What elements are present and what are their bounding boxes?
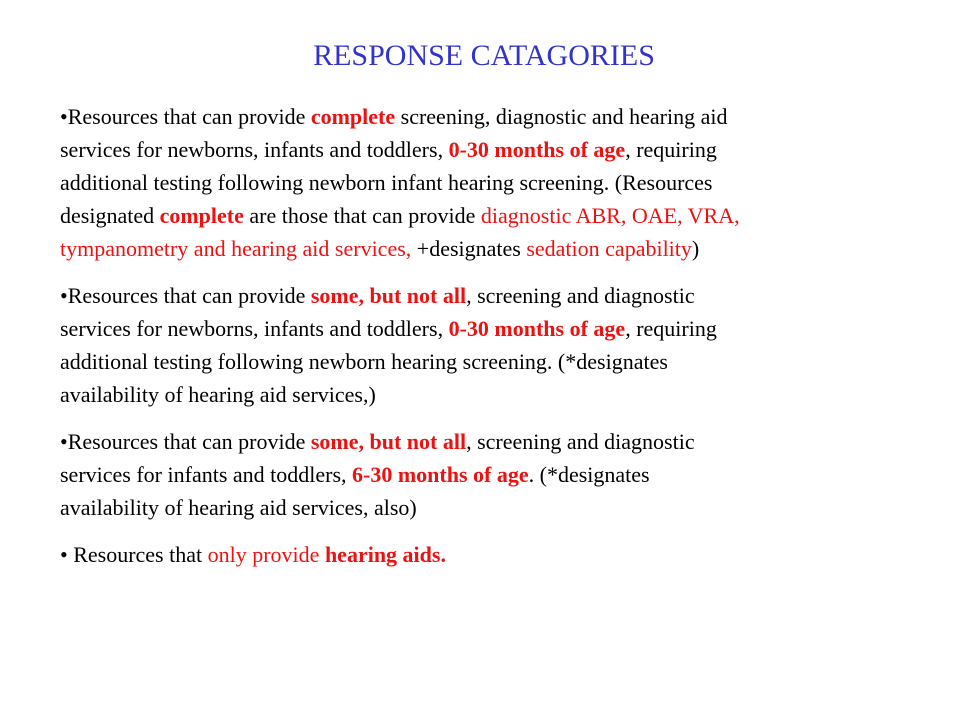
- highlight-run: hearing aids.: [324, 542, 446, 567]
- highlight-run: diagnostic ABR, OAE, VRA,: [480, 203, 740, 228]
- text-run: , screening and diagnostic: [466, 283, 695, 308]
- text-run: +designates: [416, 236, 527, 261]
- highlight-run: 0-30 months of age: [448, 316, 626, 341]
- text-run: availability of hearing aid services, also): [60, 495, 417, 520]
- text-run: . (*designates: [528, 462, 650, 487]
- bullet-line: [60, 491, 900, 524]
- bullet-line: [60, 133, 900, 166]
- bullet-item: [60, 100, 900, 265]
- highlight-run: complete: [310, 104, 396, 129]
- highlight-run: complete: [159, 203, 244, 228]
- highlight-run: sedation capability: [526, 236, 692, 261]
- bullet-line: [60, 425, 900, 458]
- text-run: •Resources that can provide: [60, 429, 311, 454]
- bullet-line: [60, 232, 900, 265]
- highlight-run: 0-30 months of age: [448, 137, 626, 162]
- bullet-item: [60, 279, 900, 411]
- text-run: are those that can provide: [243, 203, 481, 228]
- text-run: •Resources that can provide: [60, 283, 311, 308]
- bullet-line: [60, 345, 900, 378]
- text-run: •Resources that can provide: [60, 104, 311, 129]
- text-run: additional testing following newborn infant hearing screening. (Resources: [60, 170, 713, 195]
- slide-title: RESPONSE CATAGORIES: [313, 39, 655, 72]
- highlight-run: tympanometry and hearing aid services,: [60, 236, 417, 261]
- text-run: designated: [60, 203, 160, 228]
- text-run: , screening and diagnostic: [466, 429, 695, 454]
- text-run: ): [691, 236, 700, 261]
- text-run: availability of hearing aid services,): [60, 382, 376, 407]
- bullet-line: [60, 199, 900, 232]
- text-run: services for infants and toddlers,: [60, 462, 353, 487]
- bullet-line: [60, 312, 900, 345]
- text-run: services for newborns, infants and toddlers,: [60, 316, 449, 341]
- highlight-run: some, but not all: [310, 283, 467, 308]
- bullet-list: [60, 100, 900, 585]
- bullet-line: [60, 538, 900, 571]
- text-run: screening, diagnostic and hearing aid: [395, 104, 728, 129]
- bullet-line: [60, 378, 900, 411]
- text-run: • Resources that: [60, 542, 208, 567]
- bullet-line: [60, 279, 900, 312]
- highlight-run: some, but not all: [310, 429, 467, 454]
- bullet-line: [60, 166, 900, 199]
- text-run: , requiring: [625, 137, 717, 162]
- text-run: services for newborns, infants and toddlers,: [60, 137, 449, 162]
- text-run: additional testing following newborn hearing screening. (*designates: [60, 349, 668, 374]
- highlight-run: only provide: [207, 542, 325, 567]
- bullet-item: [60, 425, 900, 524]
- bullet-line: [60, 100, 900, 133]
- bullet-item: [60, 538, 900, 571]
- highlight-run: 6-30 months of age: [352, 462, 529, 487]
- text-run: , requiring: [625, 316, 717, 341]
- bullet-line: [60, 458, 900, 491]
